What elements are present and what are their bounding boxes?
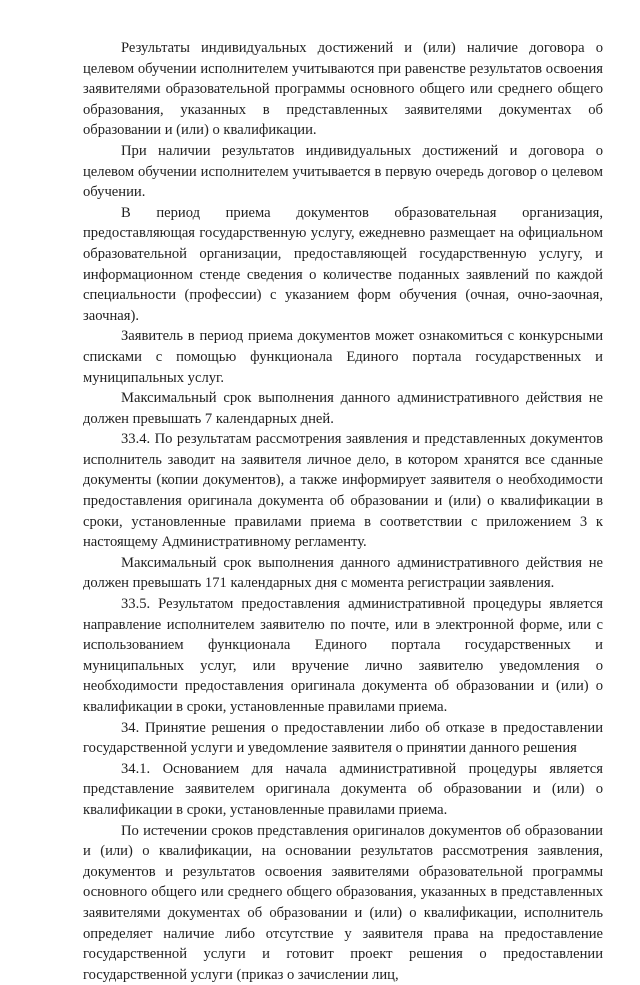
paragraph-deadline-expiry: По истечении сроков представления оригиналов документов об образовании и (или) о квалификации, на основании результатов рассмотрения заявления, документов и результатов освоения заявителями образовательной программы основного общего или среднего общего образования, указанных в представленных заявителями документах об образовании и (или) о квалификации, исполнитель определяет наличие либо отсутствие у заявителя права на предоставление государственной услуги и готовит проект решения о предоставлении государственной услуги (приказ о зачислении лиц,	[83, 822, 603, 983]
paragraph-daily-publication: В период приема документов образовательная организация, предоставляющая государственную услугу, ежедневно размещает на официальном образовательной организации, предоставляющей государственную услугу, и информационном стенде сведения о количестве поданных заявлений по каждой специальности (профессии) с указанием форм обучения (очная, очно-заочная, заочная).	[83, 204, 603, 324]
paragraph-individual-achievements: Результаты индивидуальных достижений и (или) наличие договора о целевом обучении исполнителем учитываются при равенстве результатов освоения заявителями образовательной программы основного общего или среднего общего образования, указанных в представленных заявителями документах об образовании и (или) о квалификации.	[83, 40, 603, 139]
paragraph-targeted-training-priority: При наличии результатов индивидуальных достижений и договора о целевом обучении исполнителем учитывается в первую очередь договор о целевом обучении.	[83, 142, 603, 201]
paragraph-max-term-7-days: Максимальный срок выполнения данного административного действия не должен превышать 7 календарных дней.	[83, 390, 603, 427]
paragraph-33-5: 33.5. Результатом предоставления административной процедуры является направление исполнителем заявителю по почте, или в электронной форме, или с использованием функционала Единого портала государственных и муниципальных услуг, или вручение лично заявителю уведомления о необходимости предоставления оригинала документа об образовании и (или) о квалификации в сроки, установленные правилами приема.	[83, 596, 603, 715]
paragraph-33-4: 33.4. По результатам рассмотрения заявления и представленных документов исполнитель заводит на заявителя личное дело, в котором хранятся все сданные документы (копии документов), а также информирует заявителя о необходимости предоставления оригинала документа об образовании и (или) о квалификации в сроки, установленные правилами приема в соответствии с приложением 3 к настоящему Административному регламенту.	[83, 431, 603, 551]
paragraph-34-1: 34.1. Основанием для начала административной процедуры является представление заявителем оригинала документа об образовании и (или) о квалификации в сроки, установленные правилами приема.	[83, 760, 603, 818]
paragraph-competition-lists: Заявитель в период приема документов может ознакомиться с конкурсными списками с помощью функционала Единого портала государственных и муниципальных услуг.	[83, 328, 603, 386]
section-heading-34: 34. Принятие решения о предоставлении либо об отказе в предоставлении государственной услуги и уведомление заявителя о принятии данного решения	[83, 719, 603, 757]
paragraph-max-term-171-days: Максимальный срок выполнения данного административного действия не должен превышать 171 календарных дня с момента регистрации заявления.	[83, 554, 603, 592]
document-page	[83, 38, 603, 985]
